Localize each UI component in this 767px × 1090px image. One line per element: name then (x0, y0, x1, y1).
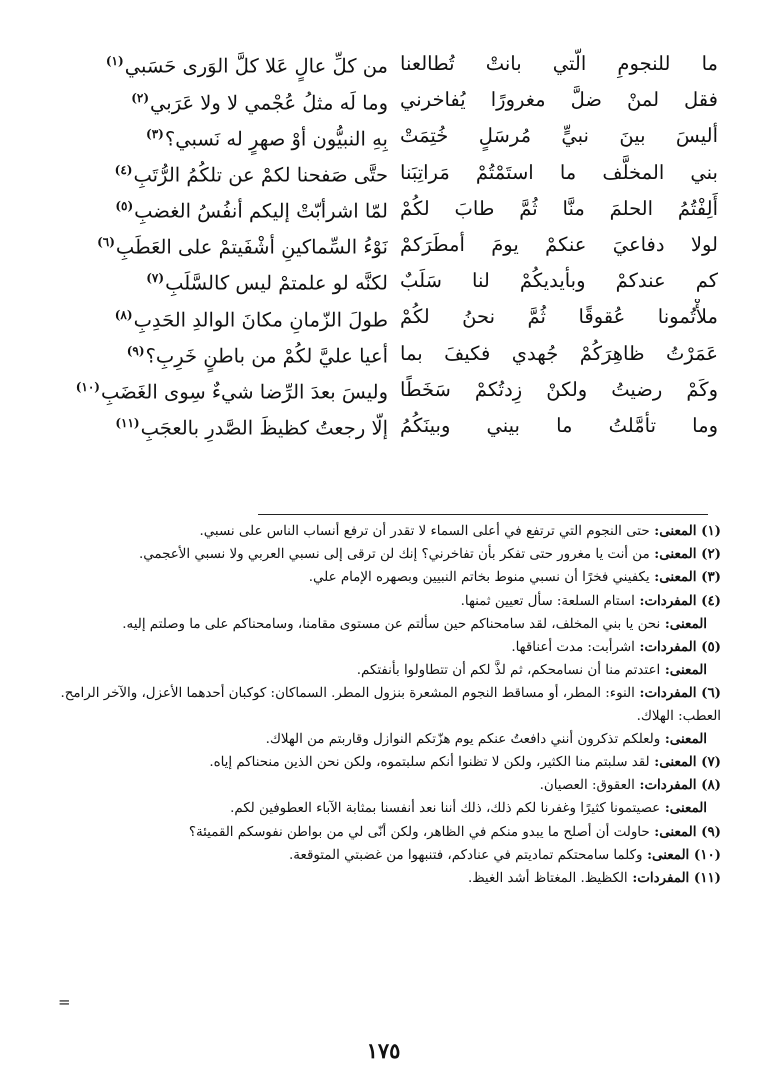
footnote-label: (٨) المفردات: (634, 777, 721, 794)
footnote (59, 566, 721, 589)
footnote-marker: (٩) (126, 343, 145, 358)
footnote-text: وكلما سامحتكم تماديتم في عنادكم، فتنبهوا من غضبتي المتوقعة. (289, 847, 643, 863)
footnote-label: (٧) المعنى: (649, 754, 721, 771)
hemistich-text: أعيا عليَّ لكُمْ من باطنٍ خَرِبِ؟ (145, 344, 388, 368)
footnote (59, 543, 721, 566)
verse-first-hemistich: أليسَ بينَ نبيٍّ مُرسَلٍ خُتِمَتْ (400, 124, 718, 148)
footnote-label: (٢) المعنى: (649, 546, 721, 563)
footnote-text: الكظيظ. المغتاظ أشد الغيظ. (467, 871, 628, 887)
footnote-text: العقوق: العصيان. (539, 778, 635, 794)
hemistich-text: لكنَّه لو علمتمْ ليس كالسَّلَبِ (165, 271, 388, 295)
hemistich-text: لمّا اشرأبّتْ إليكم أنفُسُ الغضبِ (134, 199, 388, 223)
poem-verse (58, 263, 718, 299)
poem-verse (58, 408, 718, 444)
footnote-marker: (٨) (114, 307, 133, 322)
footnote-text: يكفيني فخرًا أن نسبي منوط بخاتم النبيين وبصهره الإمام علي. (308, 570, 650, 586)
verse-first-hemistich: ملأْتُمونا عُقوقًا ثُمَّ نحنُ لكُمْ (400, 305, 718, 329)
footnote-marker: (٧) (146, 271, 165, 286)
footnote-label: المعنى: (660, 662, 707, 679)
footnote-label: المعنى: (660, 800, 707, 817)
hemistich-text: بِهِ النبيُّون أوْ صهرٍ له نَسبي؟ (164, 127, 388, 151)
poem-verse (58, 118, 718, 154)
footnote-marker: (١) (105, 54, 124, 69)
footnote-label: المعنى: (660, 730, 707, 747)
footnote (59, 520, 721, 543)
footnote-text: اعتدتم منا أن نسامحكم، ثم لذَّ لكم أن تتطاولوا بأنفتكم. (356, 663, 661, 679)
footnote-divider (258, 514, 708, 515)
poem-verse (58, 372, 718, 408)
footnote (59, 774, 721, 797)
hemistich-text: حتَّى صَفحنا لكمْ عن تلكُمُ الرُّتَبِ (133, 163, 388, 187)
hemistich-text: نَوْءُ السِّماكينِ أشْفَيتمْ على العَطَبِ (115, 235, 388, 259)
hemistich-text: وما لَه مثلُ عُجْمي لا ولا عَرَبي (150, 91, 388, 115)
footnote (59, 844, 721, 867)
footnote (59, 659, 721, 682)
footnote (59, 728, 721, 751)
footnote-marker: (٤) (114, 162, 133, 177)
footnote-marker: (٣) (146, 126, 164, 141)
footnote-text: النوء: المطر، أو مساقط النجوم المشعرة بنزول المطر. السماكان: كوكبان أحدهما الأعزل، والآخر الرامح. العطب: الهلاك. (60, 686, 721, 724)
poem (58, 46, 718, 444)
footnote-text: حاولت أن أصلح ما يبدو منكم في الظاهر، ولكن أنّى لي من بواطن نفوسكم القميئة؟ (188, 824, 650, 840)
footnote-marker: (٥) (115, 199, 134, 214)
verse-first-hemistich: لولا دفاعيَ عنكمْ يومَ أمطَرَكمْ (400, 233, 718, 257)
verse-first-hemistich: فقل لمنْ ضلَّ مغرورًا يُفاخرني (400, 88, 718, 112)
footnote-label: (٩) المعنى: (649, 823, 721, 840)
footnote-marker: (١٠) (75, 380, 100, 395)
footnote (59, 797, 721, 820)
footnote-marker: (٦) (97, 235, 115, 250)
verse-first-hemistich: ما للنجومِ الّتي بانتْ تُطالعنا (400, 52, 718, 76)
footnote (59, 867, 721, 890)
verse-second-hemistich (70, 405, 388, 447)
hemistich-text: وليسَ بعدَ الرِّضا شيءٌ سِوى الغَضَبِ (100, 380, 388, 404)
verse-first-hemistich: عَمَرْتُ ظاهِرَكُمْ جُهدي فكيفَ بما (400, 341, 718, 365)
verse-first-hemistich: وما تأمَّلتُ ما بيني وبينَكُمُ (400, 413, 718, 437)
footnote-text: عصيتمونا كثيرًا وغفرنا لكم ذلك، ذلك أننا نعد أنفسنا بمثابة الآباء العطوفين لكم. (230, 801, 661, 817)
verse-first-hemistich: وكَمْ رضيتُ ولكنْ زِدتُكمْ سَخَطًا (400, 377, 718, 401)
poem-verse (58, 336, 718, 372)
footnote-label: المعنى: (660, 615, 707, 632)
footnote (59, 590, 721, 613)
verse-first-hemistich: بني المخلَّف ما استَمْتُمْ مَراتِبَنا (400, 160, 718, 184)
poem-verse (58, 191, 718, 227)
footnote-marker: (٢) (131, 90, 150, 105)
footnote-label: (٣) المعنى: (649, 569, 721, 586)
poem-verse (58, 155, 718, 191)
verse-first-hemistich: أَلِفْتُمُ الحلمَ منَّا ثُمَّ طابَ لكُمْ (400, 196, 718, 220)
footnote (59, 751, 721, 774)
poem-verse (58, 227, 718, 263)
footnotes (59, 520, 721, 890)
page-number: ١٧٥ (366, 1038, 401, 1063)
hemistich-text: إلّا رجعتُ كظيظَ الصَّدرِ بالعجَبِ (140, 416, 388, 440)
poem-verse (58, 299, 718, 335)
footnote-text: حتى النجوم التي ترتفع في أعلى السماء لا تقدر أن ترفع أنساب الناس على نسبي. (199, 524, 650, 539)
footnote-text: اشرأبت: مدت أعناقها. (511, 640, 635, 656)
footnote-label: (١) المعنى: (649, 523, 721, 539)
footnote (59, 613, 721, 636)
footnote-marker: (١١) (115, 416, 140, 431)
verse-first-hemistich: كم عندكمْ وبأيديكُمْ لنا سَلَبٌ (400, 269, 718, 293)
poem-verse (58, 82, 718, 118)
footnote-label: (١٠) المعنى: (642, 846, 721, 863)
hemistich-text: من كلِّ عالٍ عَلا كلَّ الوَرى حَسَبي (124, 54, 388, 78)
footnote-label: (٦) المفردات: (634, 685, 721, 702)
footnote-text: نحن يا بني المخلف، لقد سامحناكم حين سألتم عن مستوى مقامنا، وسامحناكم على ما وصلتم إليه. (122, 616, 661, 632)
margin-mark: = (58, 993, 71, 1011)
footnote-text: من أنت يا مغرور حتى تفكر بأن تفاخرني؟ إنك لن ترقى إلى نسبي العربي ولا نسبي الأعجمي. (138, 547, 650, 563)
footnote-text: ولعلكم تذكرون أنني دافعتُ عنكم يوم هزّتكم النوازل وقاربتم من الهلاك. (265, 731, 661, 747)
footnote-label: (١١) المفردات: (627, 870, 721, 887)
footnote-label: (٤) المفردات: (634, 592, 721, 609)
footnote-label: (٥) المفردات: (634, 639, 721, 656)
footnote-text: لقد سلبتم منا الكثير، ولكن لا تظنوا أنكم سلبتموه، ولكن نحن الذين منحناكم إياه. (209, 755, 650, 771)
footnote (59, 682, 721, 727)
footnote-text: استام السلعة: سأل تعيين ثمنها. (460, 593, 635, 609)
hemistich-text: طولَ الزّمانِ مكانَ الوالدِ الحَدِبِ (133, 308, 388, 332)
footnote (59, 636, 721, 659)
poem-verse (58, 46, 718, 82)
footnote (59, 821, 721, 844)
